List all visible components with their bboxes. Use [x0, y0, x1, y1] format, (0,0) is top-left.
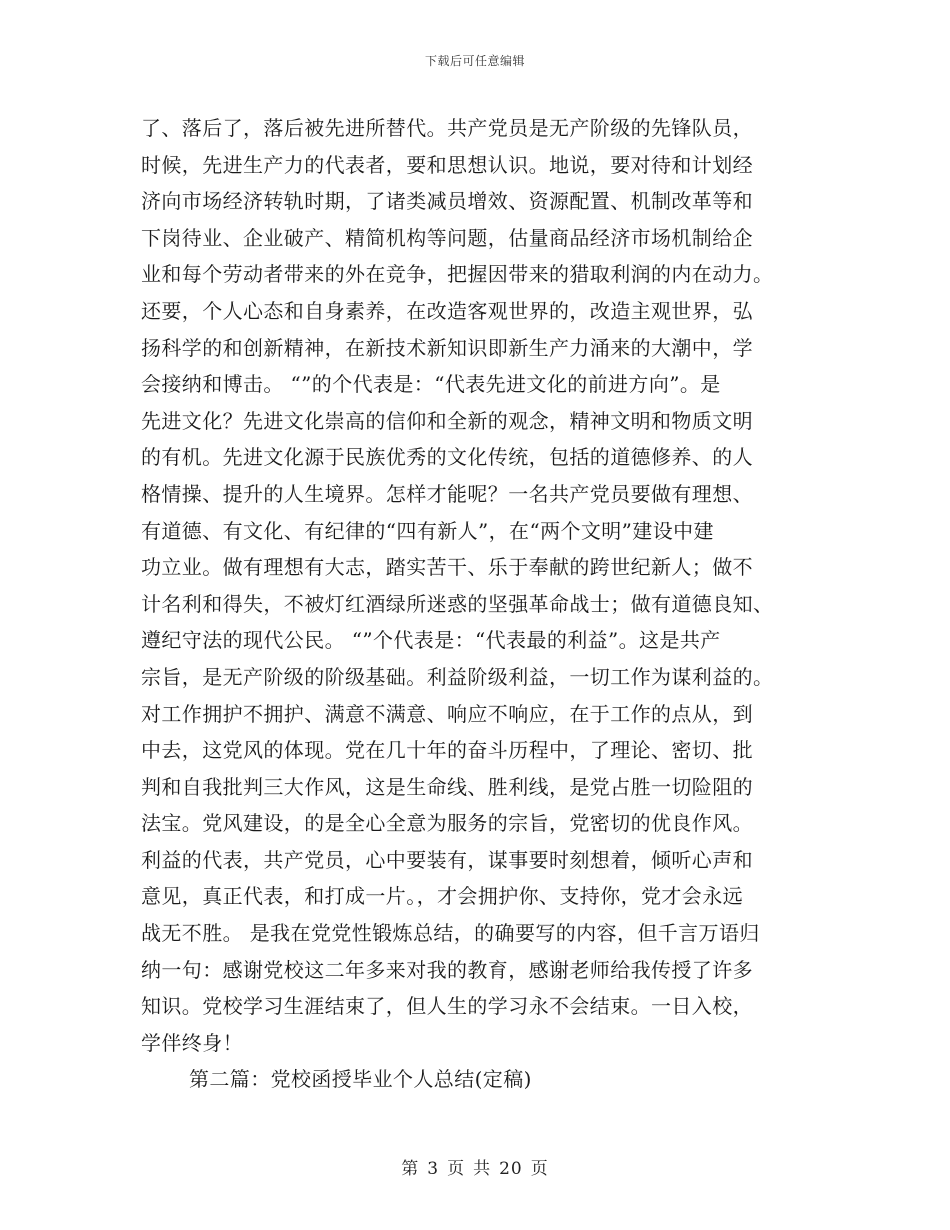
paragraph-line: 的有机。先进文化源于民族优秀的文化传统，包括的道德修养、的人: [141, 445, 753, 470]
paragraph-line: 宗旨，是无产阶级的阶级基础。利益阶级利益，一切工作为谋利益的。: [141, 664, 774, 689]
page-footer: [0, 1154, 950, 1179]
paragraph-line: 计名利和得失，不被灯红酒绿所迷惑的坚强革命战士；做有道德良知、: [141, 591, 774, 616]
paragraph-line: 遵纪守法的现代公民。 “”个代表是：“代表最的利益”。这是共产: [141, 628, 721, 653]
paragraph-line: 时候，先进生产力的代表者，要和思想认识。地说，要对待和计划经: [141, 152, 753, 177]
footer-page-label: 页: [447, 1159, 466, 1179]
paragraph-line: 下岗待业、企业破产、精简机构等问题，估量商品经济市场机制给企: [141, 225, 753, 250]
paragraph-line: 还要，个人心态和自身素养，在改造客观世界的，改造主观世界，弘: [141, 298, 753, 323]
paragraph-line: 纳一句：感谢党校这二年多来对我的教育，感谢老师给我传授了许多: [141, 957, 753, 982]
section-heading: 第二篇：党校函授毕业个人总结(定稿): [189, 1067, 532, 1092]
paragraph-line: 先进文化？先进文化崇高的信仰和全新的观念，精神文明和物质文明: [141, 408, 753, 433]
paragraph-line: 知识。党校学习生涯结束了，但人生的学习永不会结束。一日入校，: [141, 994, 753, 1019]
footer-prefix: 第: [401, 1159, 420, 1179]
document-body: [141, 110, 821, 1098]
page-header: 下载后可任意编辑: [424, 54, 525, 68]
footer-total-prefix: 共: [473, 1159, 492, 1179]
footer-suffix: 页: [530, 1159, 549, 1179]
paragraph-line: 判和自我批判三大作风，这是生命线、胜利线，是党占胜一切险阻的: [141, 774, 753, 799]
paragraph-line: 战无不胜。 是我在党党性锻炼总结，的确要写的内容，但千言万语归: [141, 921, 760, 946]
paragraph-line: 利益的代表，共产党员，心中要装有，谋事要时刻想着，倾听心声和: [141, 847, 753, 872]
paragraph-line: 业和每个劳动者带来的外在竞争，把握因带来的猎取利润的内在动力。: [141, 262, 774, 287]
paragraph-line: 有道德、有文化、有纪律的“四有新人”，在“两个文明”建设中建: [141, 518, 714, 543]
current-page-number: 3: [427, 1159, 440, 1179]
paragraph-line: 格情操、提升的人生境界。怎样才能呢？一名共产党员要做有理想、: [141, 481, 753, 506]
paragraph-line: 济向市场经济转轨时期，了诸类减员增效、资源配置、机制改革等和: [141, 189, 753, 214]
paragraph-line: 了、落后了，落后被先进所替代。共产党员是无产阶级的先锋队员，: [141, 116, 753, 140]
paragraph-line: 中去，这党风的体现。党在几十年的奋斗历程中，了理论、密切、批: [141, 738, 753, 763]
paragraph-line: 法宝。党风建设，的是全心全意为服务的宗旨，党密切的优良作风。: [141, 811, 753, 836]
paragraph-line: 扬科学的和创新精神，在新技术新知识即新生产力涌来的大潮中，学: [141, 335, 753, 360]
paragraph-line: 意见，真正代表，和打成一片。，才会拥护你、支持你，党才会永远: [141, 884, 743, 909]
paragraph-line: 会接纳和博击。 “”的个代表是：“代表先进文化的前进方向”。是: [141, 372, 721, 397]
paragraph-line: 学伴终身！: [141, 1030, 243, 1055]
paragraph-line: 对工作拥护不拥护、满意不满意、响应不响应，在于工作的点从，到: [141, 701, 753, 726]
total-pages-number: 20: [499, 1159, 523, 1179]
paragraph-line: 功立业。做有理想有大志，踏实苦干、乐于奉献的跨世纪新人；做不: [141, 555, 753, 580]
